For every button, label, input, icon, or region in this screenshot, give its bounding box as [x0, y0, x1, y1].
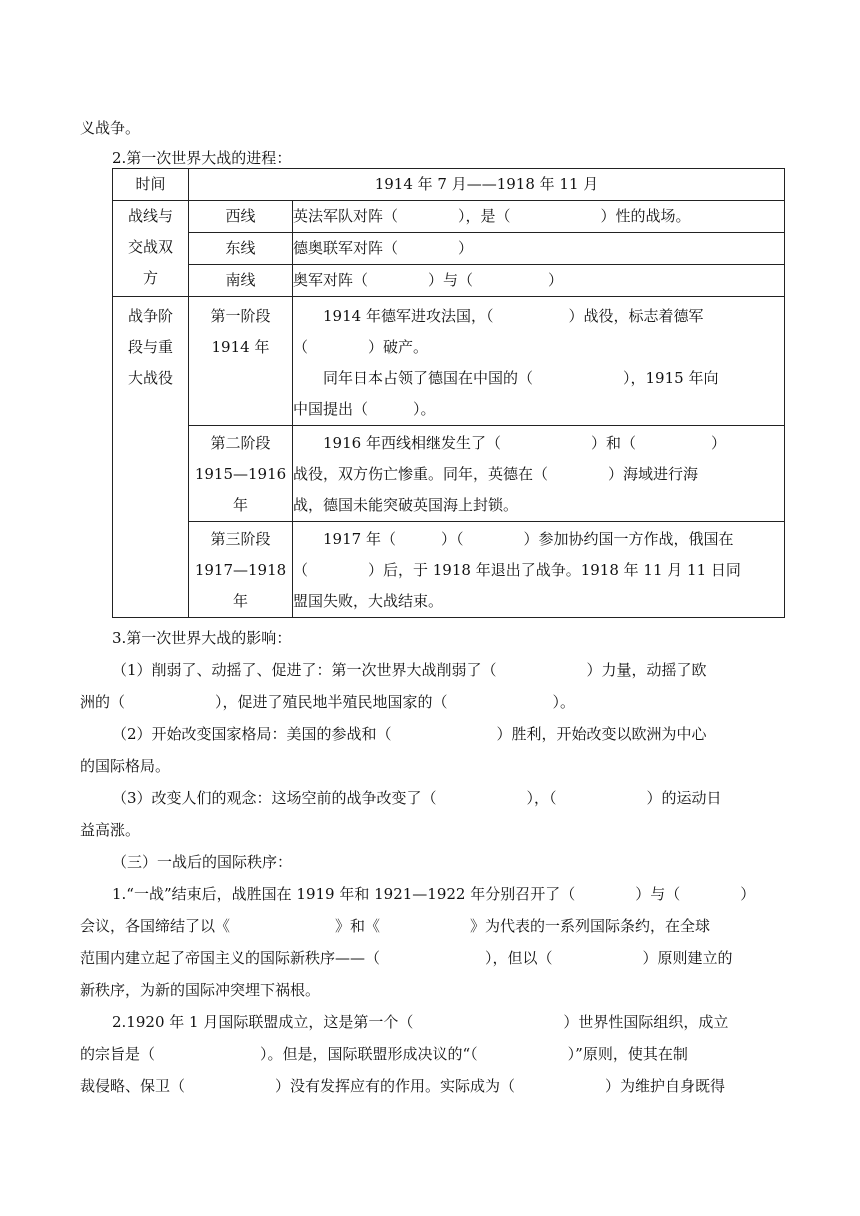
order-line: 会议，各国缔结了以《 》和《 》为代表的一系列国际条约，在全球 [80, 917, 711, 935]
time-value-cell: 1914 年 7 月——1918 年 11 月 [189, 169, 785, 201]
front-name-south: 南线 [189, 265, 293, 297]
impact-line: 益高涨。 [80, 821, 141, 839]
stage-label-line: 第一阶段 [210, 307, 271, 325]
front-text-south: 奥军对阵（ ）与（ ） [293, 265, 785, 297]
order-line: 的宗旨是（ ）。但是，国际联盟形成决议的“（ ）”原则，使其在制 [80, 1045, 688, 1063]
stage-label-line: 1917—1918 [194, 561, 287, 579]
front-text-east: 德奥联军对阵（ ） [293, 233, 785, 265]
stage-1-line: 同年日本占领了德国在中国的（ ），1915 年向 [323, 369, 719, 387]
front-header-line: 战线与 [127, 207, 173, 225]
front-header-line: 交战双 [127, 238, 173, 256]
section-order-title: （三）一战后的国际秩序： [112, 853, 293, 871]
stage-3-label [189, 522, 293, 618]
stage-header-line: 战争阶 [127, 307, 173, 325]
intro-tail-text: 义战争。 [80, 119, 141, 137]
stage-label-line: 第三阶段 [210, 530, 271, 548]
stage-3-content [293, 522, 785, 618]
impact-line: （3）改变人们的观念：这场空前的战争改变了（ ），（ ）的运动日 [112, 789, 722, 807]
stage-3-line: 1917 年（ ）（ ）参加协约国一方作战，俄国在 [323, 530, 734, 548]
order-line: 裁侵略、保卫（ ）没有发挥应有的作用。实际成为（ ）为维护自身既得 [80, 1077, 726, 1095]
stage-2-line: 战役，双方伤亡惨重。同年，英德在（ ）海域进行海 [293, 465, 699, 483]
war-progress-table [112, 168, 785, 618]
front-name-east: 东线 [189, 233, 293, 265]
stage-2-content [293, 426, 785, 522]
order-line: 新秩序，为新的国际冲突埋下祸根。 [80, 981, 321, 999]
front-text-west: 英法军队对阵（ ），是（ ）性的战场。 [293, 201, 785, 233]
stage-1-label [189, 297, 293, 426]
impact-line: 洲的（ ），促进了殖民地半殖民地国家的（ ）。 [80, 693, 576, 711]
impact-line: （1）削弱了、动摇了、促进了：第一次世界大战削弱了（ ）力量，动摇了欧 [112, 661, 707, 679]
front-header-cell [113, 201, 189, 297]
stage-1-line: （ ）破产。 [293, 338, 429, 356]
front-header-line: 方 [142, 269, 158, 287]
impact-line: 的国际格局。 [80, 757, 171, 775]
order-line: 范围内建立起了帝国主义的国际新秩序——（ ），但以（ ）原则建立的 [80, 949, 733, 967]
stage-1-line: 中国提出（ ）。 [293, 400, 436, 418]
stage-label-line: 年 [232, 496, 248, 514]
section-3-title: 3.第一次世界大战的影响： [112, 629, 292, 647]
stage-3-line: （ ）后，于 1918 年退出了战争。1918 年 11 月 11 日同 [293, 561, 741, 579]
stage-3-line: 盟国失败，大战结束。 [293, 592, 444, 610]
order-line: 1.“一战”结束后，战胜国在 1919 年和 1921—1922 年分别召开了（ ）与（ ） [112, 885, 756, 903]
time-label-cell: 时间 [113, 169, 189, 201]
stage-1-content [293, 297, 785, 426]
stage-2-line: 战，德国未能突破英国海上封锁。 [293, 496, 519, 514]
stage-header-cell [113, 297, 189, 618]
stage-label-line: 1914 年 [211, 338, 270, 356]
stage-header-line: 大战役 [127, 369, 173, 387]
stage-1-line: 1914 年德军进攻法国，（ ）战役，标志着德军 [323, 307, 704, 325]
stage-2-label [189, 426, 293, 522]
stage-label-line: 1915—1916 [194, 465, 287, 483]
stage-label-line: 第二阶段 [210, 434, 271, 452]
stage-2-line: 1916 年西线相继发生了（ ）和（ ） [323, 434, 726, 452]
section-2-title: 2.第一次世界大战的进程： [112, 149, 292, 167]
stage-label-line: 年 [232, 592, 248, 610]
impact-line: （2）开始改变国家格局：美国的参战和（ ）胜利，开始改变以欧洲为中心 [112, 725, 707, 743]
front-name-west: 西线 [189, 201, 293, 233]
stage-header-line: 段与重 [127, 338, 173, 356]
order-line: 2.1920 年 1 月国际联盟成立，这是第一个（ ）世界性国际组织，成立 [112, 1013, 729, 1031]
